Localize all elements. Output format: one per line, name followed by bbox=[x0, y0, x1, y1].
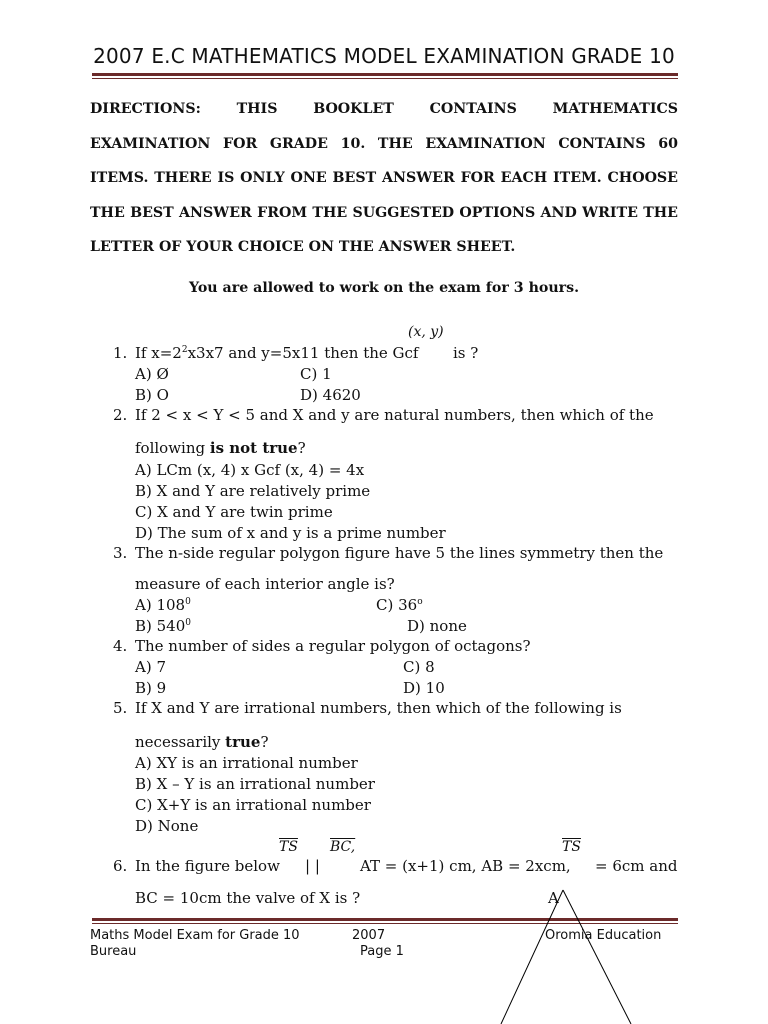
question-number: 6. bbox=[113, 857, 128, 875]
option-c: C) 8 bbox=[403, 658, 435, 676]
question-6-text-middle: AT = (x+1) cm, AB = 2xcm, bbox=[360, 857, 571, 875]
question-number: 3. bbox=[113, 544, 128, 562]
option-d: D) The sum of x and y is a prime number bbox=[135, 524, 446, 542]
parallel-symbol: | | bbox=[305, 857, 320, 875]
question-6-text: In the figure below bbox=[135, 857, 280, 875]
question-4-line1: The number of sides a regular polygon of octagons? bbox=[135, 637, 531, 655]
option-b: B) 9 bbox=[135, 679, 167, 697]
segment-ts-label: $\overline{TS}$ bbox=[279, 839, 298, 855]
option-d: D) 10 bbox=[403, 679, 445, 697]
option-d: D) None bbox=[135, 817, 199, 835]
question-2-line2: following is not true? bbox=[135, 439, 306, 457]
question-1-tail: is ? bbox=[453, 344, 479, 362]
time-note: You are allowed to work on the exam for 3 hours. bbox=[188, 280, 580, 296]
option-a: A) LCm (x, 4) x Gcf (x, 4) = 4x bbox=[135, 461, 365, 479]
directions-text: DIRECTIONS: THIS BOOKLET CONTAINS MATHEMATICS EXAMINATION FOR GRADE 10. THE EXAMINATION CONTAINS 60 ITEMS. THERE IS ONLY ONE BEST ANSWER FOR EACH ITEM. CHOOSE THE BEST ANSWER FROM THE SUGGESTED OPTIONS AND WRITE THE LETTER OF YOUR CHOICE ON THE ANSWER SHEET. bbox=[90, 101, 678, 255]
footer-right: Oromia Education bbox=[545, 928, 662, 943]
footer-left: Maths Model Exam for Grade 10 bbox=[90, 928, 300, 943]
question-1-text: If $x=2^2x3x7$ and y=5x11 then the Gcf bbox=[135, 344, 419, 362]
option-a: A) XY is an irrational number bbox=[135, 754, 358, 772]
segment-ts-label: $\overline{TS}$ bbox=[562, 839, 581, 855]
question-5-line1: If X and Y are irrational numbers, then which of the following is bbox=[135, 699, 622, 717]
footer-year: 2007 bbox=[352, 928, 386, 943]
question-6-line2: BC = 10cm the valve of X is ? bbox=[135, 889, 361, 907]
question-2-line1: If 2 < x < Y < 5 and X and y are natural numbers, then which of the bbox=[135, 406, 654, 424]
segment-bc-label: BC, bbox=[330, 839, 356, 855]
option-d: D) none bbox=[407, 617, 467, 635]
question-number: 5. bbox=[113, 699, 128, 717]
question-6-text-end: = 6cm and bbox=[595, 857, 678, 875]
question-3-line2: measure of each interior angle is? bbox=[135, 575, 395, 593]
question-number: 1. bbox=[113, 344, 128, 362]
option-a: A) $108^0$ bbox=[135, 596, 191, 614]
vertex-a-label: A bbox=[548, 889, 559, 907]
option-b: B) X – Y is an irrational number bbox=[135, 775, 375, 793]
question-5-line2: necessarily true? bbox=[135, 733, 269, 751]
option-b: B) $540^0$ bbox=[135, 617, 192, 635]
option-d: D) 4620 bbox=[300, 386, 361, 404]
question-number: 2. bbox=[113, 406, 128, 424]
option-c: C) 1 bbox=[300, 365, 332, 383]
option-c: C) 36$^o$ bbox=[376, 596, 423, 614]
option-c: C) X and Y are twin prime bbox=[135, 503, 333, 521]
page-number: Page 1 bbox=[360, 944, 404, 959]
page-title: 2007 E.C MATHEMATICS MODEL EXAMINATION GRADE 10 bbox=[93, 44, 675, 68]
question-number: 4. bbox=[113, 637, 128, 655]
option-a: A) Ø bbox=[135, 365, 169, 383]
option-c: C) X+Y is an irrational number bbox=[135, 796, 371, 814]
option-b: B) X and Y are relatively prime bbox=[135, 482, 371, 500]
gcf-formula: (x, y) bbox=[408, 324, 444, 340]
footer-left-2: Bureau bbox=[90, 944, 137, 959]
option-a: A) 7 bbox=[135, 658, 166, 676]
option-b: B) O bbox=[135, 386, 169, 404]
question-3-line1: The n-side regular polygon figure have 5 the lines symmetry then the bbox=[135, 544, 664, 562]
